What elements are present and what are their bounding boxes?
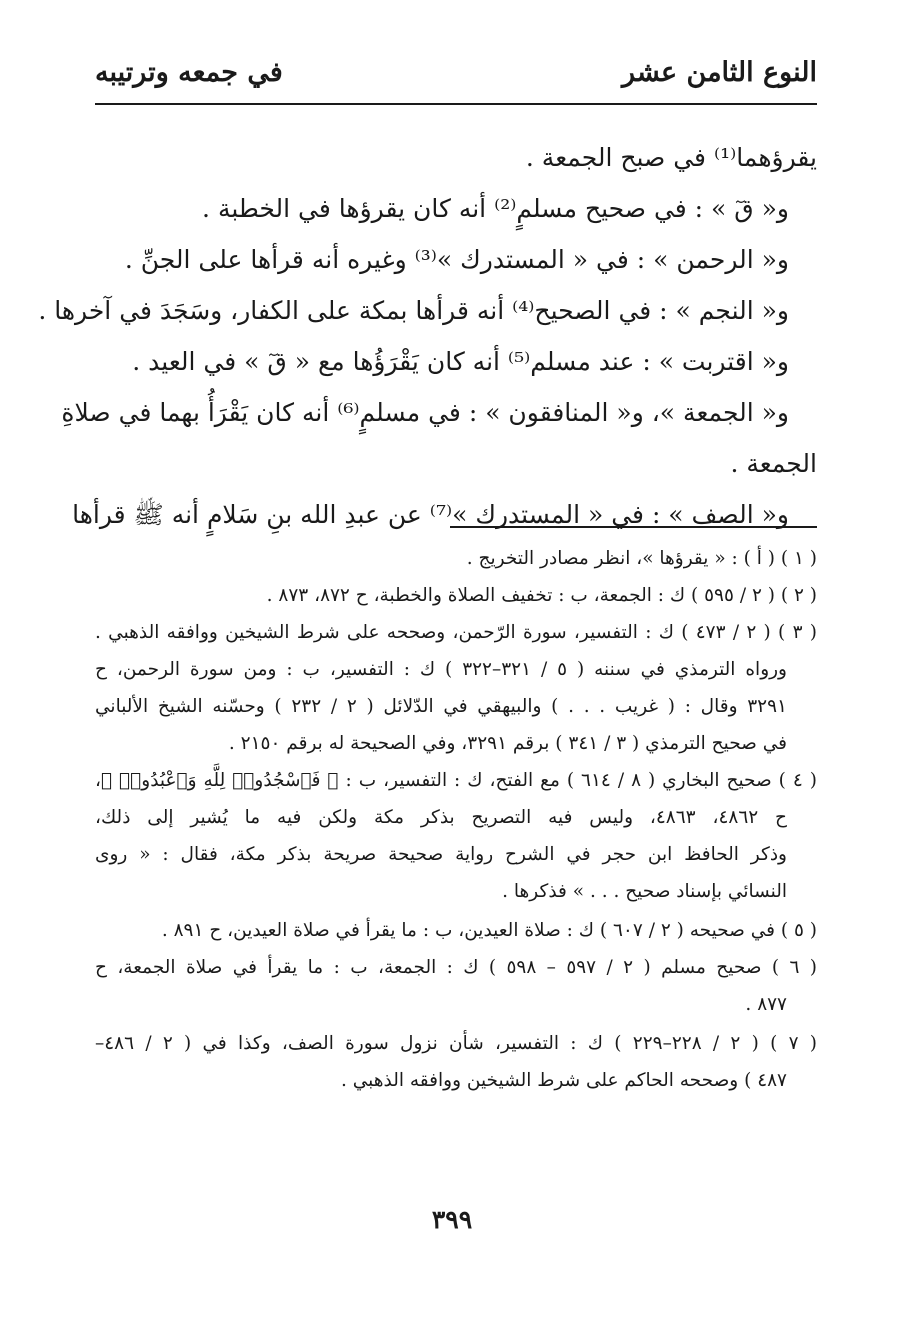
footnote-line: ٨٧٧ . [745,994,787,1015]
footnote-line: ٣٢٩١ وقال : ( غريب . . . ) والبيهقي في الدّلائل ( ٢ / ٢٣٢ ) وحسّنه الشيخ الألباني [95,696,787,717]
footnote-line: النسائي بإسناد صحيح . . . » فذكرها . [502,881,787,902]
main-line: و« الجمعة »، و« المنافقون » : في مسلمٍ⁽⁶⁾ أنه كان يَقْرَأُ بهما في صلاةِ [61,398,789,427]
chapter-title: النوع الثامن عشر [622,57,817,88]
main-text [38,132,817,540]
running-header [95,55,817,95]
footnote-line: وذكر الحافظ ابن حجر في الشرح رواية صحيحة صريحة بذكر مكة، فقال : « روى [95,844,787,865]
footnote-line: ورواه الترمذي في سننه ( ٥ / ٣٢١–٣٢٢ ) ك : التفسير، ب : ومن سورة الرحمن، ح [95,659,787,680]
footnote-line: ٤٨٧ ) وصححه الحاكم على شرط الشيخين ووافقه الذهبي . [341,1070,787,1091]
footnote-line: في صحيح الترمذي ( ٣ / ٣٤١ ) برقم ٣٢٩١، وفي الصحيحة له برقم ٢١٥٠ . [228,733,787,754]
footnote-line: ( ٧ ) ( ٢ / ٢٢٨–٢٢٩ ) ك : التفسير، شأن نزول سورة الصف، وكذا في ( ٢ / ٤٨٦– [95,1033,817,1054]
footnote-line: ( ٤ ) صحيح البخاري ( ٨ / ٦١٤ ) مع الفتح، ك : التفسير، ب : ﴿ فَٱسْجُدُوا۟ لِلَّهِ وَٱعْبُدُوا۟ ﴾، [95,770,817,791]
footnote-line: ( ٣ ) ( ٢ / ٤٧٣ ) ك : التفسير، سورة الرّحمن، وصححه على شرط الشيخين ووافقه الذهبي . [95,622,817,643]
footnotes [95,540,817,1099]
main-line: و« النجم » : في الصحيح⁽⁴⁾ أنه قرأها بمكة على الكفار، وسَجَدَ في آخرها . [38,296,789,325]
main-line: و« قٓ » : في صحيح مسلمٍ⁽²⁾ أنه كان يقرؤها في الخطبة . [202,194,789,223]
main-line: الجمعة . [730,449,817,478]
main-line: و« الرحمن » : في « المستدرك »⁽³⁾ وغيره أنه قرأها على الجنِّ . [124,245,789,274]
footnote-divider [450,526,817,528]
page-number: ٣٩٩ [431,1205,473,1234]
footnote-line: ( ٥ ) في صحيحه ( ٢ / ٦٠٧ ) ك : صلاة العيدين، ب : ما يقرأ في صلاة العيدين، ح ٨٩١ . [161,920,817,941]
main-line: يقرؤهما⁽¹⁾ في صبح الجمعة . [525,143,817,172]
footnote-line: ح ٤٨٦٢، ٤٨٦٣، وليس فيه التصريح بذكر مكة ولكن فيه ما يُشير إلى ذلك، [95,807,787,828]
main-line: و« الصف » : في « المستدرك »⁽⁷⁾ عن عبدِ الله بنِ سَلامٍ أنه ﷺ قرأها [72,500,789,529]
footnote-line: ( ٢ ) ( ٢ / ٥٩٥ ) ك : الجمعة، ب : تخفيف الصلاة والخطبة، ح ٨٧٢، ٨٧٣ . [266,585,817,606]
header-divider [95,103,817,105]
section-title: في جمعه وترتيبه [95,57,283,88]
footnote-line: ( ٦ ) صحيح مسلم ( ٢ / ٥٩٧ – ٥٩٨ ) ك : الجمعة، ب : ما يقرأ في صلاة الجمعة، ح [95,957,818,978]
main-line: و« اقتربت » : عند مسلم⁽⁵⁾ أنه كان يَقْرَؤُها مع « قٓ » في العيد . [132,347,789,376]
footnote-line: ( ١ ) ( أ ) : « يقرؤها »، انظر مصادر التخريج . [466,548,817,569]
